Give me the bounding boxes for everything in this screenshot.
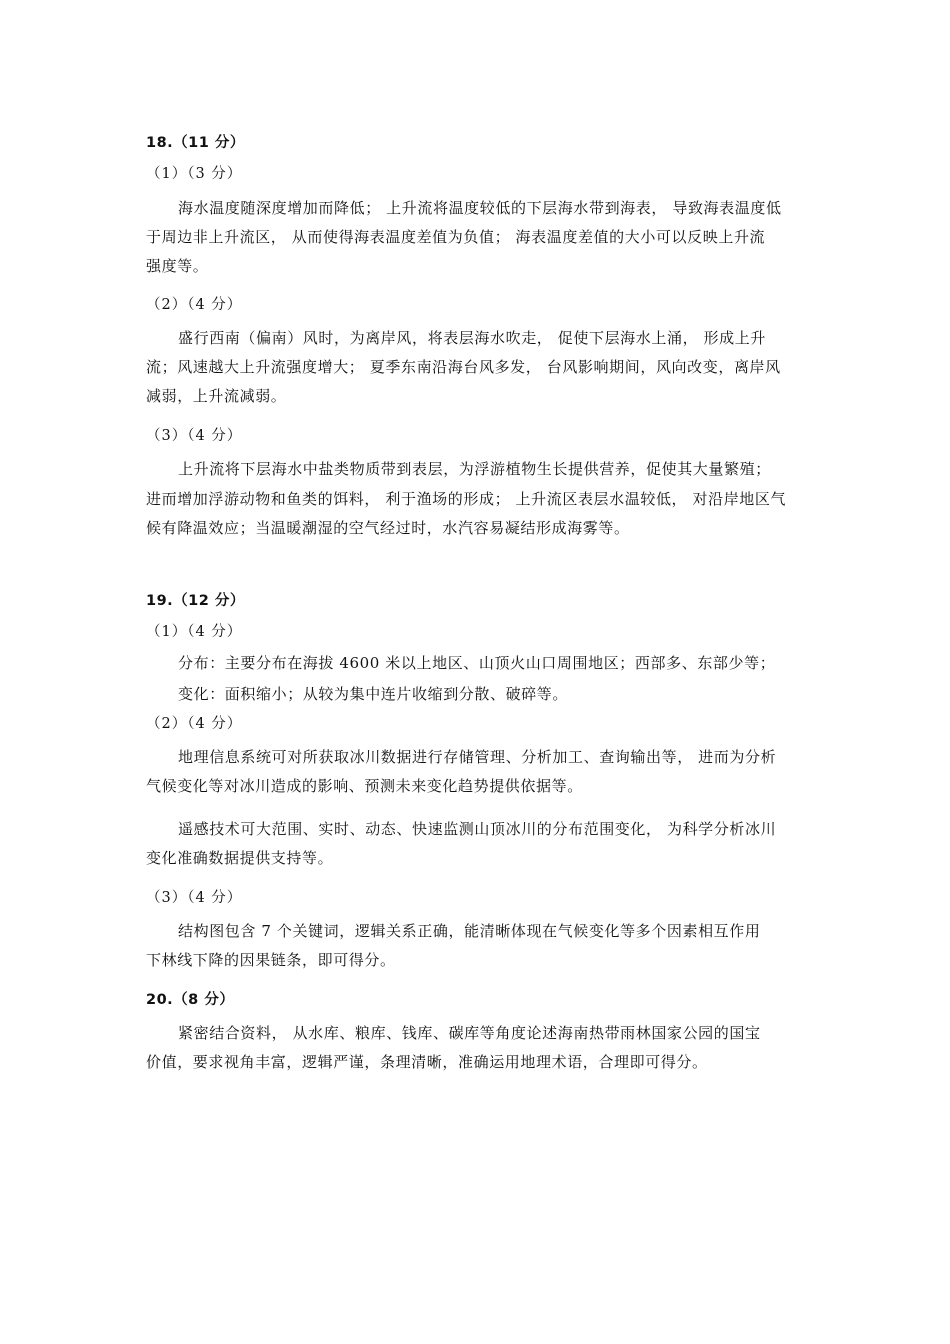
q18-part3-line: 上升流将下层海水中盐类物质带到表层，为浮游植物生长提供营养，促使其大量繁殖； [178, 460, 771, 478]
q18-title: 18.（11 分） [146, 135, 245, 151]
q18-part1-line: 于周边非上升流区， 从而使得海表温度差值为负值； 海表温度差值的大小可以反映上升流 [146, 228, 766, 246]
q18-part2-line: 流；风速越大上升流强度增大； 夏季东南沿海台风多发， 台风影响期间，风向改变，离岸风 [146, 358, 781, 376]
q18-part2-line: 减弱，上升流减弱。 [146, 387, 287, 405]
q19-part2-label: （2）（4 分） [146, 716, 243, 732]
q18-part1-line: 强度等。 [146, 257, 209, 275]
q19-part1-line: 分布：主要分布在海拔 4600 米以上地区、山顶火山口周围地区；西部多、东部少等； [178, 654, 776, 672]
q20-line: 紧密结合资料， 从水库、粮库、钱库、碳库等角度论述海南热带雨林国家公园的国宝 [178, 1024, 761, 1042]
q18-part2-line: 盛行西南（偏南）风时，为离岸风，将表层海水吹走， 促使下层海水上涌， 形成上升 [178, 329, 766, 347]
q20-line: 价值，要求视角丰富，逻辑严谨，条理清晰，准确运用地理术语，合理即可得分。 [146, 1053, 708, 1071]
q19-part2-line: 变化准确数据提供支持等。 [146, 849, 334, 867]
q19-part1-label: （1）（4 分） [146, 624, 243, 640]
q18-part1-line: 海水温度随深度增加而降低； 上升流将温度较低的下层海水带到海表， 导致海表温度低 [178, 199, 782, 217]
q18-part1-label: （1）（3 分） [146, 166, 243, 182]
q19-part2-line: 气候变化等对冰川造成的影响、预测未来变化趋势提供依据等。 [146, 777, 583, 795]
q19-part2-line: 地理信息系统可对所获取冰川数据进行存储管理、分析加工、查询输出等， 进而为分析 [178, 748, 777, 766]
q19-part2-line: 遥感技术可大范围、实时、动态、快速监测山顶冰川的分布范围变化， 为科学分析冰川 [178, 820, 777, 838]
q19-part3-line: 结构图包含 7 个关键词，逻辑关系正确，能清晰体现在气候变化等多个因素相互作用 [178, 922, 761, 940]
q18-part2-label: （2）（4 分） [146, 297, 243, 313]
q19-part3-line: 下林线下降的因果链条，即可得分。 [146, 951, 396, 969]
q20-title: 20.（8 分） [146, 992, 235, 1008]
q19-title: 19.（12 分） [146, 593, 245, 609]
q18-part3-label: （3）（4 分） [146, 428, 243, 444]
q19-part1-line: 变化：面积缩小；从较为集中连片收缩到分散、破碎等。 [178, 685, 569, 703]
q18-part3-line: 候有降温效应；当温暖潮湿的空气经过时，水汽容易凝结形成海雾等。 [146, 519, 630, 537]
q19-part3-label: （3）（4 分） [146, 890, 243, 906]
q18-part3-line: 进而增加浮游动物和鱼类的饵料， 利于渔场的形成； 上升流区表层水温较低， 对沿岸地区气 [146, 490, 787, 508]
